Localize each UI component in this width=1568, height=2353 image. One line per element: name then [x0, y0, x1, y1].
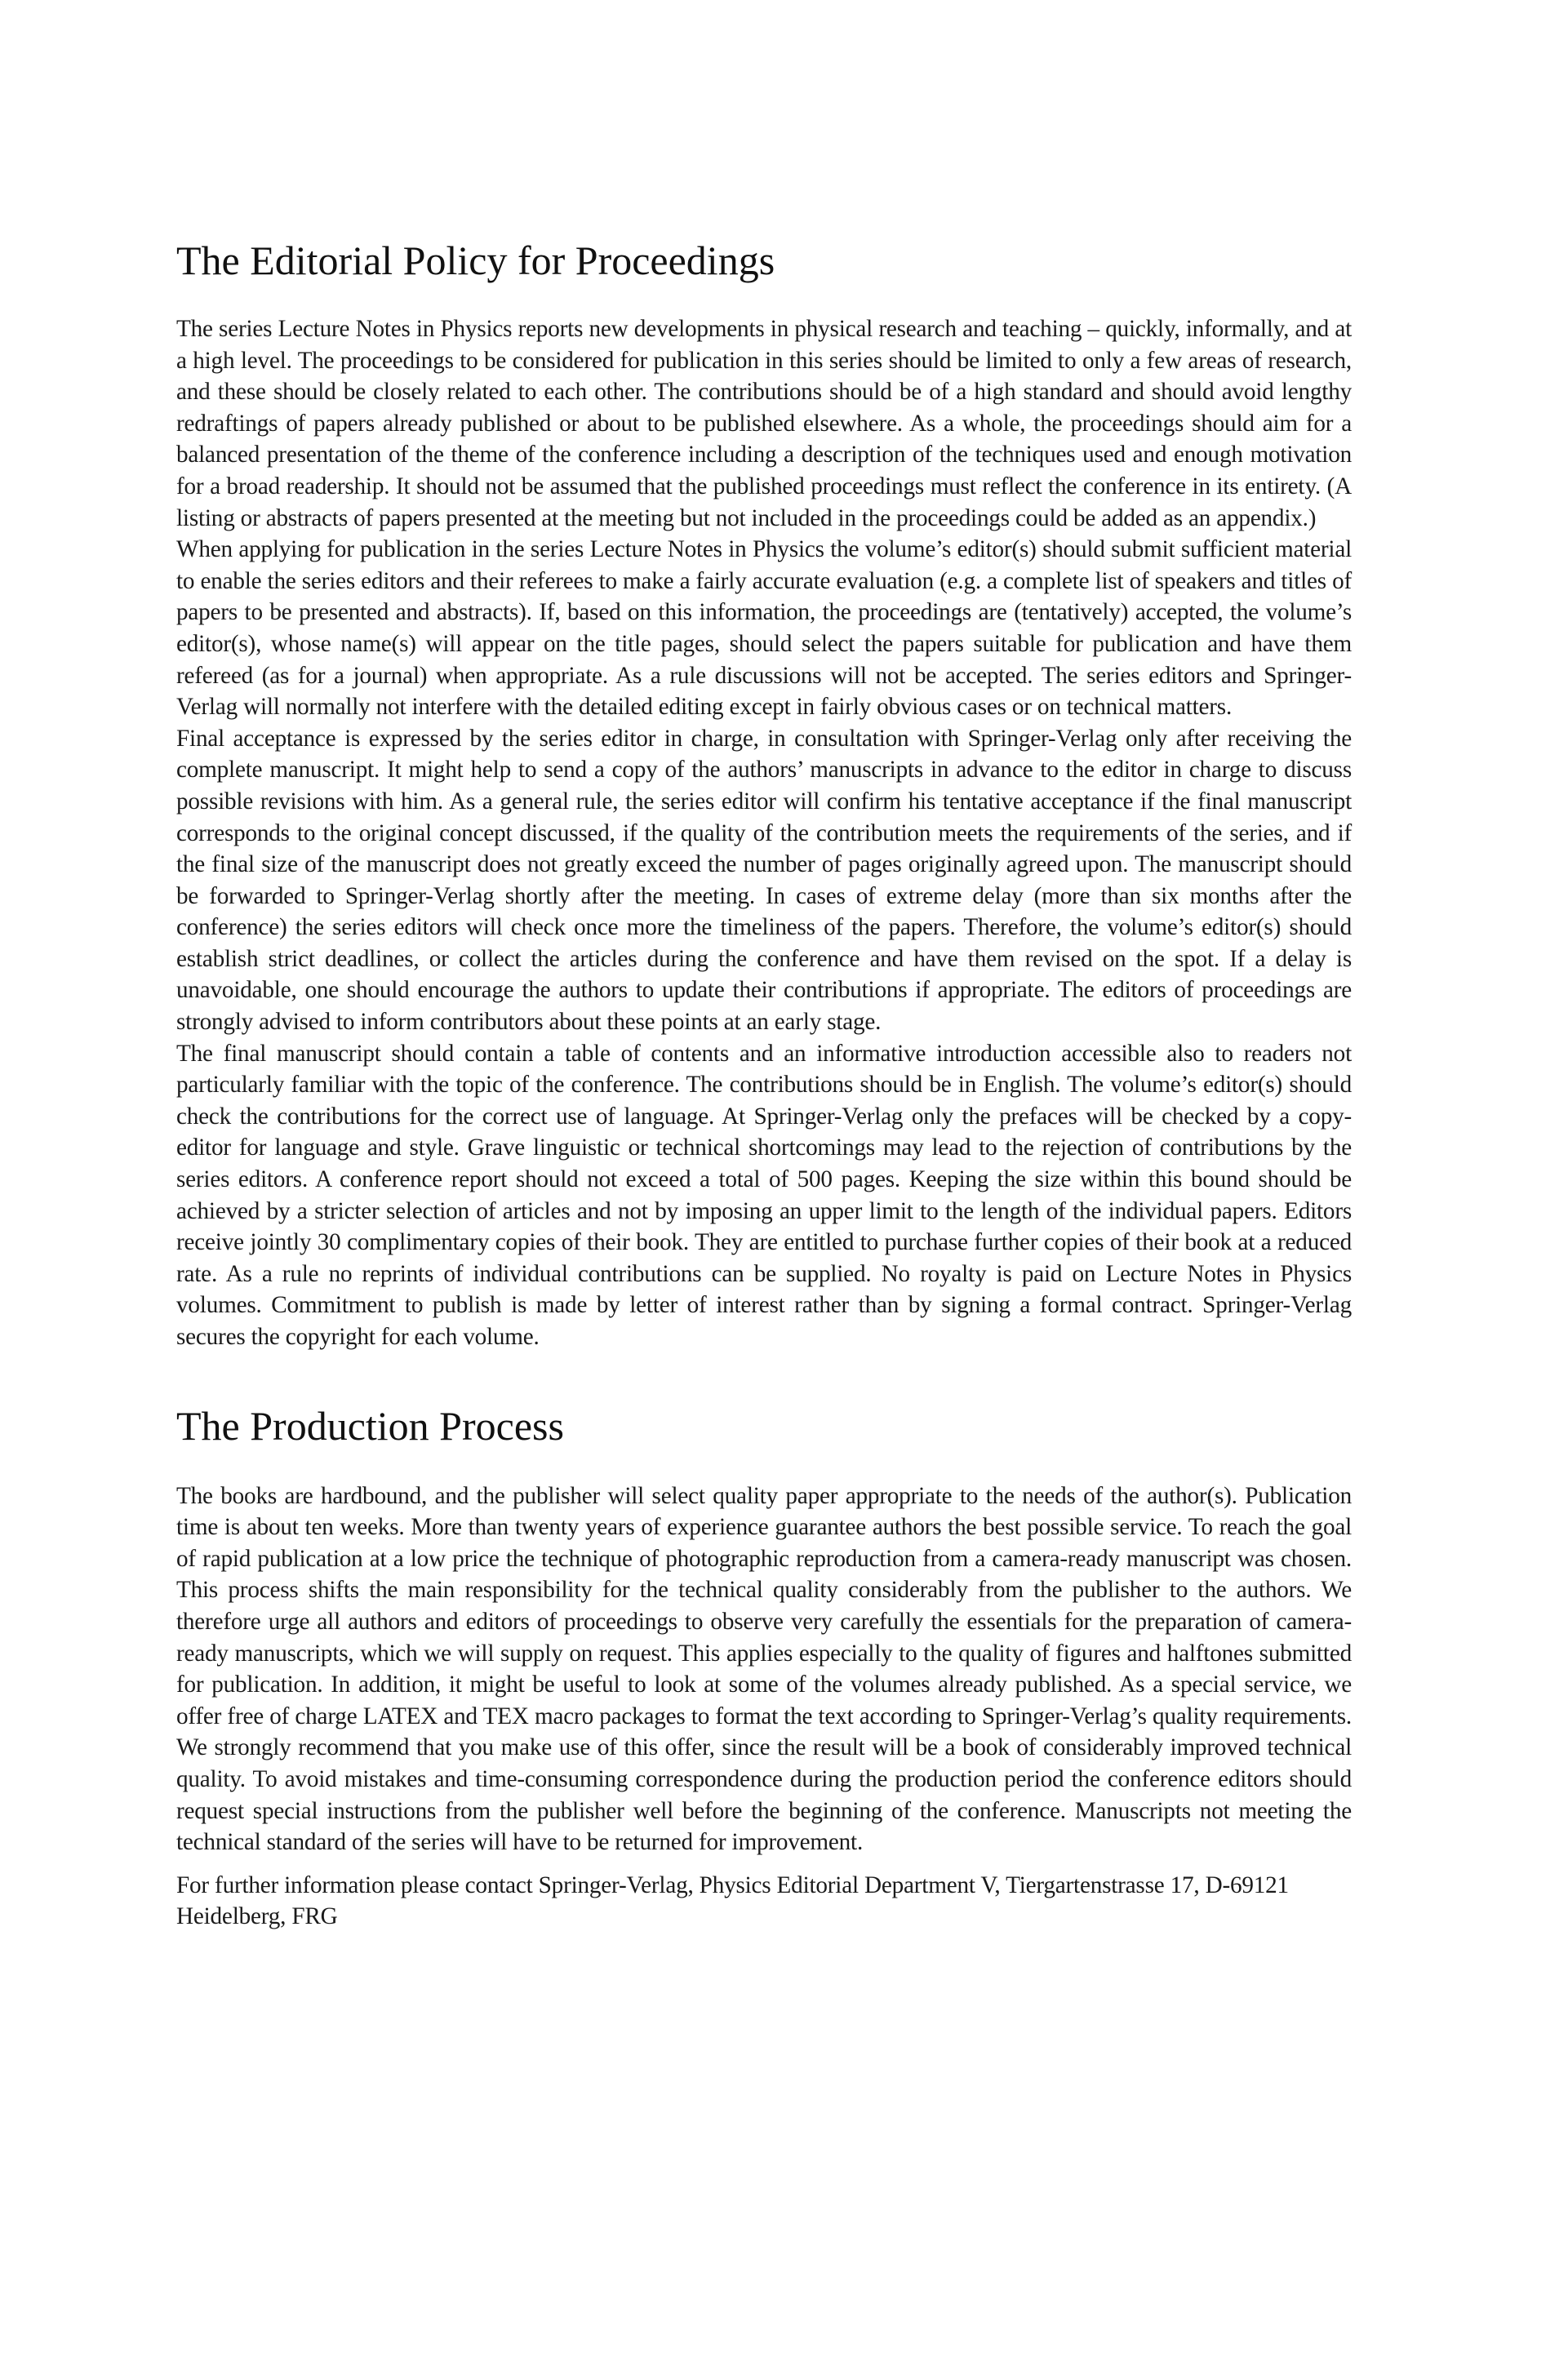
section-title-production-process: The Production Process: [176, 1402, 564, 1449]
paragraph: When applying for publication in the series Lecture Notes in Physics the volume’s editor(s) should submit sufficient material to enable the series editors and their referees to make a fairly accurate evaluation (e.g. a complete list of speakers and titles of papers to be presented and abstracts). If, based on this information, the proceedings are (tentatively) accepted, the volume’s editor(s), whose name(s) will appear on the title pages, should select the papers suitable for publication and have them refereed (as for a journal) when appropriate. As a rule discussions will not be accepted. The series editors and Springer-Verlag will normally not interfere with the detailed editing except in fairly obvious cases or on technical matters.: [176, 536, 1352, 721]
section-body-production-process: [176, 1481, 1352, 1933]
document-page: [176, 237, 1352, 1933]
paragraph: The final manuscript should contain a table of contents and an informative introduction accessible also to readers not particularly familiar with the topic of the conference. The contributions should be in English. The volume’s editor(s) should check the contributions for the correct use of language. At Springer-Verlag only the prefaces will be checked by a copy-editor for language and style. Grave linguistic or technical shortcomings may lead to the rejection of contributions by the series editors. A conference report should not exceed a total of 500 pages. Keeping the size within this bound should be achieved by a stricter selection of articles and not by imposing an upper limit to the length of the individual papers. Editors receive jointly 30 complimentary copies of their book. They are entitled to purchase further copies of their book at a reduced rate. As a rule no reprints of individual contributions can be supplied. No royalty is paid on Lecture Notes in Physics volumes. Commitment to publish is made by letter of interest rather than by signing a formal contract. Springer-Verlag secures the copyright for each volume.: [176, 1040, 1352, 1350]
paragraph: The series Lecture Notes in Physics reports new developments in physical research and teaching – quickly, informally, and at a high level. The proceedings to be considered for publication in this series should be limited to only a few areas of research, and these should be closely related to each other. The contributions should be of a high standard and should avoid lengthy redraftings of papers already published or about to be published elsewhere. As a whole, the proceedings should aim for a balanced presentation of the theme of the conference including a description of the techniques used and enough motivation for a broad readership. It should not be assumed that the published proceedings must reflect the conference in its entirety. (A listing or abstracts of papers presented at the meeting but not included in the proceedings could be added as an appendix.): [176, 316, 1352, 531]
section-body-editorial-policy: [176, 313, 1352, 1353]
contact-information: For further information please contact Springer-Verlag, Physics Editorial Department V, Tiergartenstrasse 17, D-69121 Heidelberg, FRG: [176, 1871, 1289, 1930]
paragraph: Final acceptance is expressed by the series editor in charge, in consultation with Springer-Verlag only after receiving the complete manuscript. It might help to send a copy of the authors’ manuscripts in advance to the editor in charge to discuss possible revisions with him. As a general rule, the series editor will confirm his tentative acceptance if the final manuscript corresponds to the original concept discussed, if the quality of the contribution meets the requirements of the series, and if the final size of the manuscript does not greatly exceed the number of pages originally agreed upon. The manuscript should be forwarded to Springer-Verlag shortly after the meeting. In cases of extreme delay (more than six months after the conference) the series editors will check once more the timeliness of the papers. Therefore, the volume’s editor(s) should establish strict deadlines, or collect the articles during the conference and have them revised on the spot. If a delay is unavoidable, one should encourage the authors to update their contributions if appropriate. The editors of proceedings are strongly advised to inform contributors about these points at an early stage.: [176, 725, 1352, 1036]
section-title-editorial-policy: The Editorial Policy for Proceedings: [176, 238, 775, 283]
paragraph: The books are hardbound, and the publisher will select quality paper appropriate to the needs of the author(s). Publication time is about ten weeks. More than twenty years of experience guarantee authors the best possible service. To reach the goal of rapid publication at a low price the technique of photographic reproduction from a camera-ready manuscript was chosen. This process shifts the main responsibility for the technical quality considerably from the publisher to the authors. We therefore urge all authors and editors of proceedings to observe very carefully the essentials for the preparation of camera-ready manuscripts, which we will supply on request. This applies especially to the quality of figures and halftones submitted for publication. In addition, it might be useful to look at some of the volumes already published. As a special service, we offer free of charge LATEX and TEX macro packages to format the text according to Springer-Verlag’s quality requirements. We strongly recommend that you make use of this offer, since the result will be a book of considerably improved technical quality. To avoid mistakes and time-consuming correspondence during the production period the conference editors should request special instructions from the publisher well before the beginning of the conference. Manuscripts not meeting the technical standard of the series will have to be returned for improvement.: [176, 1482, 1352, 1856]
